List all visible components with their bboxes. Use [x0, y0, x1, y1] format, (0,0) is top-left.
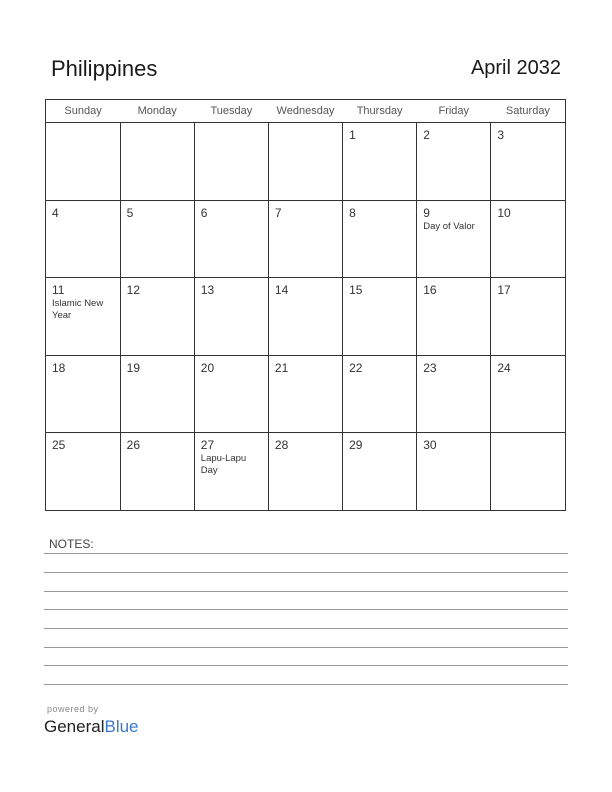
notes-line	[44, 591, 568, 592]
calendar-day-cell	[491, 123, 565, 201]
day-number: 7	[274, 205, 282, 220]
calendar-day-cell	[120, 123, 194, 201]
calendar-day-cell	[194, 200, 268, 278]
calendar-week-row	[46, 200, 565, 278]
powered-by-text: powered by	[47, 704, 99, 714]
day-number: 22	[349, 360, 363, 375]
calendar-week-row	[46, 123, 565, 201]
day-number: 30	[423, 438, 437, 452]
calendar-day-cell	[417, 355, 491, 433]
calendar-day-cell	[343, 200, 417, 278]
day-number: 27	[200, 438, 215, 452]
notes-line	[44, 553, 568, 554]
calendar-week-row	[46, 433, 565, 511]
brand-blue: Blue	[104, 717, 139, 736]
weekday-monday: Monday	[120, 100, 194, 123]
calendar-grid	[45, 99, 566, 511]
day-number: 18	[52, 360, 66, 375]
notes-line	[44, 684, 568, 685]
weekday-header-row	[46, 100, 565, 123]
calendar-week-row	[46, 278, 565, 356]
calendar-day-cell	[120, 200, 194, 278]
calendar-day-cell	[417, 123, 491, 201]
month-year-title: April 2032	[470, 57, 561, 79]
calendar-day-cell	[46, 200, 120, 278]
weekday-sunday: Sunday	[46, 100, 120, 123]
weekday-friday: Friday	[417, 100, 491, 123]
calendar-day-cell	[120, 278, 194, 356]
day-number: 13	[200, 283, 215, 297]
brand-logo	[44, 717, 139, 737]
country-title: Philippines	[51, 56, 158, 81]
calendar-day-cell	[46, 278, 120, 356]
calendar-day-cell	[417, 433, 491, 511]
day-number: 5	[126, 205, 134, 220]
day-number: 23	[423, 360, 437, 375]
calendar-day-cell	[343, 355, 417, 433]
calendar-day-cell	[417, 200, 491, 278]
day-number: 16	[423, 283, 437, 297]
notes-line	[44, 572, 568, 573]
weekday-thursday: Thursday	[343, 100, 417, 123]
calendar-week-row	[46, 355, 565, 433]
calendar-day-cell	[268, 433, 342, 511]
calendar-day-cell	[491, 200, 565, 278]
day-number: 3	[497, 128, 505, 142]
day-number: 15	[349, 283, 363, 297]
calendar-day-cell	[46, 123, 120, 201]
calendar-day-cell	[343, 433, 417, 511]
calendar-day-cell	[268, 123, 342, 201]
calendar-day-cell	[343, 123, 417, 201]
calendar-day-cell	[194, 123, 268, 201]
day-number: 6	[200, 205, 208, 220]
holiday-label: Islamic New Year	[52, 298, 104, 321]
notes-line	[44, 609, 568, 610]
notes-line	[44, 647, 568, 648]
day-number: 9	[423, 205, 430, 220]
calendar-day-cell	[491, 433, 565, 511]
calendar-day-cell	[268, 355, 342, 433]
calendar-day-cell	[417, 278, 491, 356]
brand-general: General	[44, 717, 105, 736]
day-number: 24	[497, 360, 511, 375]
day-number: 10	[497, 205, 511, 220]
day-number: 12	[126, 283, 140, 297]
notes-label: NOTES:	[49, 537, 94, 551]
weekday-saturday: Saturday	[491, 100, 565, 123]
day-number: 17	[497, 283, 511, 297]
day-number: 8	[349, 205, 356, 220]
day-number: 20	[200, 360, 215, 375]
calendar-day-cell	[491, 278, 565, 356]
holiday-label: Day of Valor	[423, 220, 475, 232]
notes-line	[44, 628, 568, 629]
calendar-day-cell	[194, 355, 268, 433]
calendar-day-cell	[120, 433, 194, 511]
day-number: 11	[52, 283, 65, 297]
calendar-day-cell	[46, 355, 120, 433]
calendar-day-cell	[268, 200, 342, 278]
day-number: 21	[274, 360, 289, 375]
calendar-day-cell	[268, 278, 342, 356]
calendar-day-cell	[491, 355, 565, 433]
weekday-tuesday: Tuesday	[194, 100, 268, 123]
day-number: 4	[52, 205, 59, 220]
calendar-day-cell	[343, 278, 417, 356]
day-number: 1	[349, 128, 356, 142]
calendar-day-cell	[194, 278, 268, 356]
day-number: 25	[52, 438, 66, 452]
calendar-day-cell	[194, 433, 268, 511]
day-number: 26	[126, 438, 140, 452]
calendar-day-cell	[46, 433, 120, 511]
day-number: 28	[274, 438, 289, 452]
notes-line	[44, 665, 568, 666]
day-number: 14	[274, 283, 289, 297]
calendar-day-cell	[120, 355, 194, 433]
day-number: 29	[349, 438, 363, 452]
day-number: 2	[423, 128, 430, 142]
day-number: 19	[126, 360, 140, 375]
weekday-wednesday: Wednesday	[268, 100, 342, 123]
holiday-label: Lapu-Lapu Day	[200, 453, 247, 476]
